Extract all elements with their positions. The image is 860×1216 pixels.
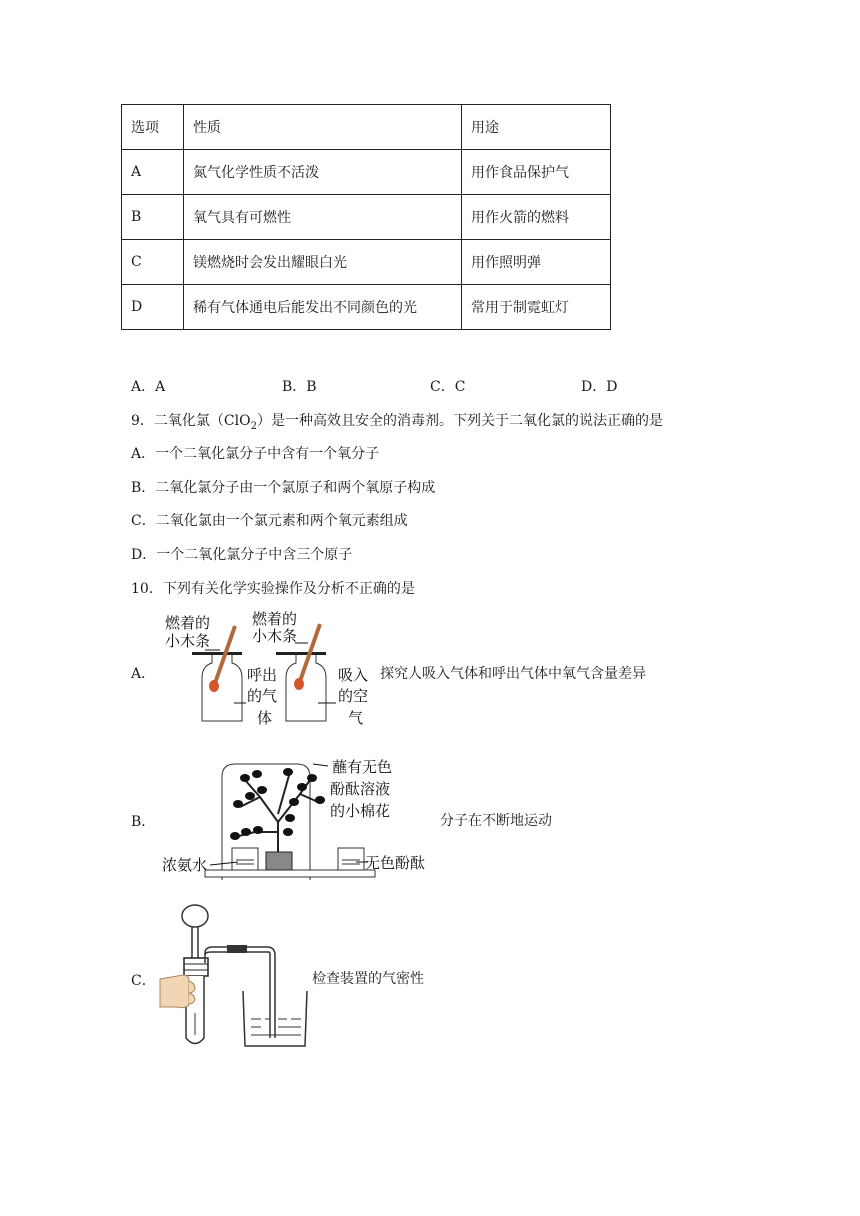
molecular-motion-figure <box>160 752 435 887</box>
table-cell: 用作食品保护气 <box>462 150 611 195</box>
exhaled-label-2: 的气 <box>247 687 278 705</box>
table-cell: 用作火箭的燃料 <box>462 195 611 240</box>
table-row <box>122 195 611 240</box>
q10-option-b-label: B． <box>131 814 156 830</box>
table-cell: 用作照明弹 <box>462 240 611 285</box>
table-cell: 氮气化学性质不活泼 <box>184 150 462 195</box>
inhaled-label-3: 气 <box>348 709 364 727</box>
q10-option-c-label: C． <box>131 973 156 989</box>
stick-label-2b: 小木条 <box>252 627 298 645</box>
table-row <box>122 150 611 195</box>
q10-option-a-label: A． <box>131 666 156 682</box>
airtightness-figure <box>155 903 310 1051</box>
q8-option-d: D．D <box>581 379 618 395</box>
table-cell: A <box>122 150 184 195</box>
table-cell: B <box>122 195 184 240</box>
breath-experiment-figure <box>160 608 375 733</box>
q8-option-b: B．B <box>282 379 317 395</box>
table-cell: 常用于制霓虹灯 <box>462 285 611 330</box>
inhaled-label-1: 吸入 <box>338 666 369 684</box>
properties-table <box>121 104 611 330</box>
stick-label-1b: 小木条 <box>165 632 211 650</box>
table-cell: C <box>122 240 184 285</box>
table-header-row <box>122 105 611 150</box>
exhaled-label-3: 体 <box>257 709 273 727</box>
q9-stem: 9．二氧化氯（ClO$_2$）是一种高效且安全的消毒剂。下列关于二氧化氯的说法正确的是 <box>131 413 663 432</box>
cotton-label-1: 蘸有无色 <box>332 758 393 776</box>
cotton-label-3: 的小棉花 <box>330 802 391 820</box>
table-cell: 镁燃烧时会发出耀眼白光 <box>184 240 462 285</box>
q8-option-c: C．C <box>430 379 466 395</box>
table-row <box>122 240 611 285</box>
table-cell: 稀有气体通电后能发出不同颜色的光 <box>184 285 462 330</box>
q9-option-a: A．一个二氧化氯分子中含有一个氧分子 <box>131 446 380 462</box>
q9-option-d: D．一个二氧化氯分子中含三个原子 <box>131 547 353 563</box>
table-cell: D <box>122 285 184 330</box>
inhaled-label-2: 的空 <box>338 687 369 705</box>
q10-stem: 10．下列有关化学实验操作及分析不正确的是 <box>131 581 415 597</box>
q9-option-c: C．二氧化氯由一个氯元素和两个氧元素组成 <box>131 513 408 529</box>
q10-option-c-text: 检查装置的气密性 <box>312 971 424 987</box>
header-cell: 选项 <box>122 105 184 150</box>
q8-option-a: A．A <box>131 379 166 395</box>
table-row <box>122 285 611 330</box>
exhaled-label-1: 呼出 <box>247 666 278 684</box>
header-cell: 用途 <box>462 105 611 150</box>
q10-option-a-text: 探究人吸入气体和呼出气体中氧气含量差异 <box>380 666 646 682</box>
stick-label-1a: 燃着的 <box>165 614 211 632</box>
header-cell: 性质 <box>184 105 462 150</box>
stick-label-2a: 燃着的 <box>252 610 298 628</box>
ammonia-label: 浓氨水 <box>162 856 208 874</box>
q10-option-b-text: 分子在不断地运动 <box>440 813 552 829</box>
phenolphthalein-label: 无色酚酞 <box>365 854 426 872</box>
table-cell: 氧气具有可燃性 <box>184 195 462 240</box>
cotton-label-2: 酚酞溶液 <box>330 780 391 798</box>
q9-option-b: B．二氧化氯分子由一个氯原子和两个氧原子构成 <box>131 480 436 496</box>
